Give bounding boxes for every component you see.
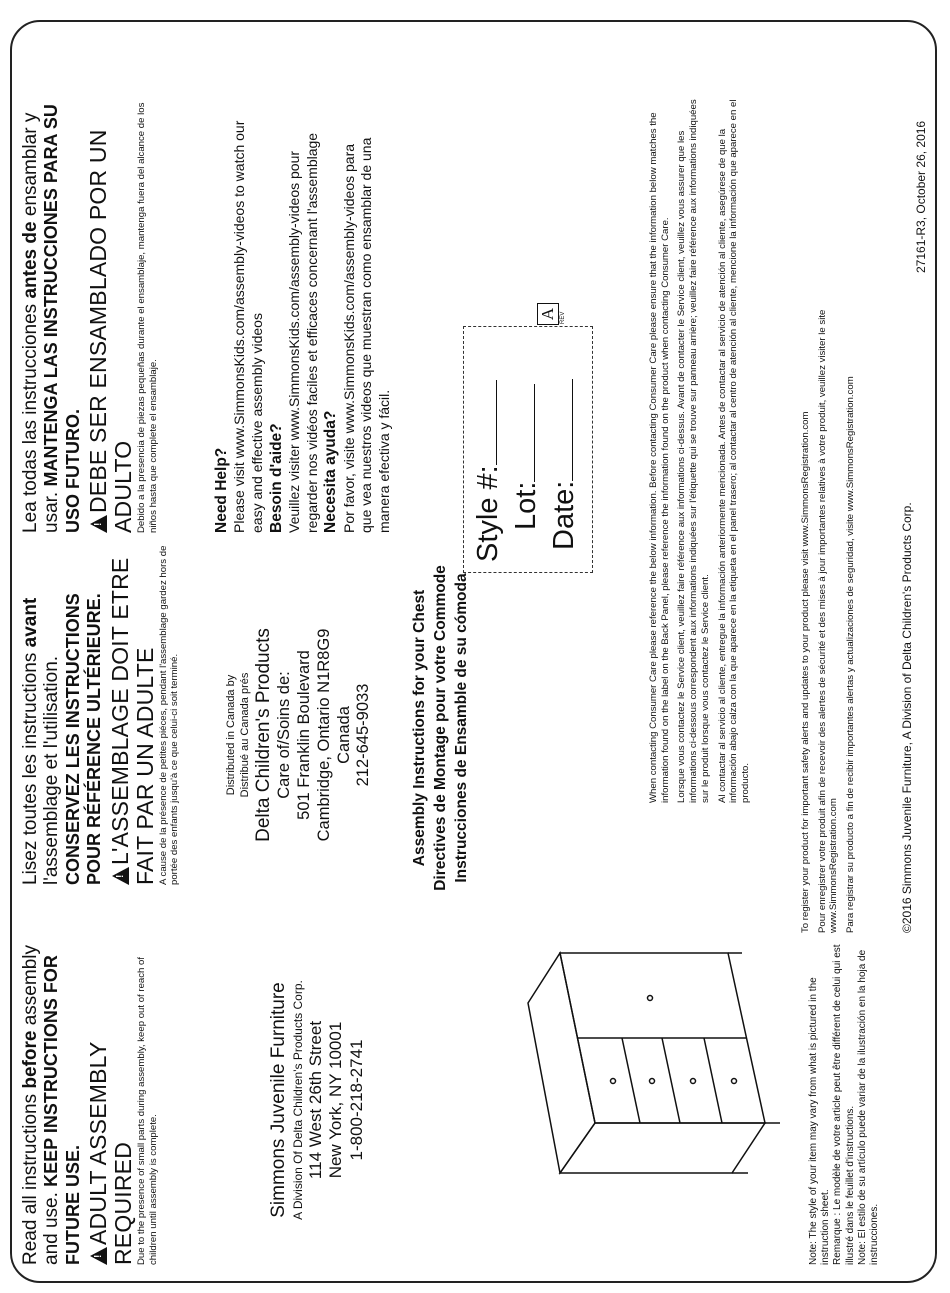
- revision-letter: A: [537, 303, 559, 325]
- consumer-care-en: When contacting Consumer Care please reference the below information. Before contacting Consumer Care please ensure that the information below matches the information found on the label on the Back Panel, please reference the information found on the product when contacting Consumer Care.: [648, 112, 671, 803]
- read-post-es: ensamblar y usar.: [20, 112, 63, 533]
- canada-company-name: Delta Children's Products: [252, 628, 274, 842]
- small-parts-warning-fr: A cause de la présence de petites piéces, pendant l'assemblage gardez hors de portée des enfants jusqu'à ce que celui-ci soit terminé.: [157, 545, 181, 885]
- canada-country: Canada: [334, 706, 353, 764]
- note-en: Note: The style of your item may vary from what is pictured in the instruction sheet.: [808, 977, 832, 1265]
- note-es: Note: El estilo de su artículo puede variar de la ilustración en la hoja de instrucciones.: [856, 949, 880, 1265]
- read-instructions-fr: [20, 545, 106, 885]
- consumer-care-es: Al contactar al servicio al cliente, entregue la información anteriormente mencionada. Antes de contactar al servicio de atención al cliente, asegúrese de que la información abajo calza con la que aparece en la etiqueta en el panel trasero; al contactar al centro de atención al cliente, mencione la información que aparece en el producto.: [716, 99, 751, 803]
- register-es: Para registrar su producto a fin de recibir importantes alertas y actualizaciones de seguridad, visite www.SimmonsRegistration.com: [845, 376, 857, 933]
- warning-icon: [90, 515, 107, 533]
- adult-assembly-text-fr: L'ASSEMBLAGE DOIT ETRE FAIT PAR UN ADULTE: [106, 557, 158, 885]
- necesita-ayuda-text: Por favor, visite www.SimmonsKids.com/assembly-videos para que vea nuestros videos que muestran como ensamblar de una manera efectiva y fácil.: [340, 137, 392, 533]
- read-pre-fr: Lisez toutes les instructions: [20, 647, 41, 885]
- register-fr: Pour enregistrer votre produit afin de recevoir des alertes de sécurité et des mises à jour importantes relatives à votre produit, veuillez visiter le site www.SimmonsRegistration.com: [816, 309, 840, 933]
- adult-assembly-text-en: ADULT ASSEMBLY REQUIRED: [85, 1041, 137, 1265]
- drawer-knob: [650, 1079, 655, 1084]
- need-help-text: Please visit www.SimmonsKids.com/assembly-videos to watch our easy and effective assembly videos: [231, 120, 265, 533]
- style-line: [496, 380, 497, 465]
- style-label: Style #:: [472, 465, 504, 562]
- revision-label: REV: [560, 311, 566, 324]
- door-knob: [648, 996, 653, 1001]
- adult-assembly-es: [86, 93, 136, 533]
- registration-block: [800, 293, 862, 933]
- warning-icon: [112, 867, 129, 885]
- read-bold-en: before: [20, 1030, 41, 1089]
- assembly-title-en: Assembly Instructions for your Chest: [411, 589, 428, 867]
- besoin-aide-title: Besoin d'aide?: [267, 423, 285, 533]
- assembly-title-fr: Directives de Montage pour votre Commode: [431, 565, 449, 891]
- drawer-knob: [611, 1079, 616, 1084]
- read-pre-en: Read all instructions: [20, 1088, 41, 1265]
- warning-icon: [90, 1247, 107, 1265]
- canada-distributor-block: [225, 585, 374, 885]
- canada-city: Cambridge, Ontario N1R8G9: [314, 628, 333, 842]
- help-block: [212, 118, 394, 533]
- keep-instructions-es: MANTENGA LAS INSTRUCCIONES PARA SU USO FUTURO.: [41, 104, 83, 533]
- adult-assembly-fr: [108, 545, 158, 885]
- consumer-care-block: [648, 98, 757, 803]
- read-instructions-en: [20, 935, 84, 1265]
- us-company-block: [268, 935, 367, 1265]
- us-company-name: Simmons Juvenile Furniture: [268, 982, 289, 1218]
- adult-assembly-text-es: DEBE SER ENSAMBLADO POR UN ADULTO: [85, 129, 137, 533]
- french-intro: [20, 545, 181, 885]
- distributed-canada-en: Distributed in Canada by: [225, 674, 237, 796]
- drawer-knob: [732, 1079, 737, 1084]
- copyright: ©2016 Simmons Juvenile Furniture, A Division of Delta Children's Products Corp.: [900, 502, 914, 933]
- date-line: [572, 379, 573, 481]
- product-info-box: [463, 326, 593, 573]
- drawer-knob: [691, 1079, 696, 1084]
- adult-assembly-en: [86, 935, 136, 1265]
- besoin-aide-text: Veuillez visiter www.SimmonsKids.com/assembly-videos pour regarder nos vidéos faciles et efficaces concernant l'assemblage: [286, 132, 320, 533]
- canada-street: 501 Franklin Boulevard: [295, 650, 314, 820]
- small-parts-warning-es: Debido a la presencia de piezas pequeñas durante el ensamblaje, mantenga fuera del alcance de los niños hasta que complete el ensamblaje.: [136, 102, 159, 533]
- lot-label: Lot:: [510, 481, 542, 530]
- keep-instructions-fr: CONSERVEZ LES INSTRUCTIONS POUR RÉFÉRENCE ULTÉRIEURE.: [62, 593, 105, 885]
- read-pre-es: Lea todas las instrucciones: [20, 298, 41, 533]
- english-intro: [20, 935, 159, 1265]
- register-en: To register your product for important safety alerts and updates to your product please visit www.SimmonsRegistration.com: [800, 411, 811, 933]
- read-instructions-es: [20, 93, 84, 533]
- read-bold-fr: avant: [20, 597, 41, 648]
- chest-illustration: [500, 933, 790, 1203]
- small-parts-warning-en: Due to the presence of small parts during assembly, keep out of reach of children until assembly is complete.: [136, 956, 159, 1265]
- necesita-ayuda-title: Necesita ayuda?: [322, 410, 340, 533]
- date-field: [550, 379, 579, 550]
- us-company-division: A Division Of Delta Children's Products Corp.: [290, 980, 305, 1220]
- chest-top: [528, 953, 595, 1173]
- style-field: [474, 380, 503, 562]
- consumer-care-fr: Lorsque vous contactez le Service client, veuillez faire référence aux informations ci-dessus. Avant de contacter le Service client, veuillez vous assurer que les informations ci-dessous correspondent aux informations indiquées sur l'étiquette qui se trouve sur panneau arrière; veuillez faire référence aux informations indiquées sur le produit lorsque vous contactez le Service client.: [676, 99, 711, 803]
- read-post-fr: l'assemblage et l'utilisation.: [41, 655, 63, 885]
- note-fr: Remarque : Le modèle de votre article peut être différent de celui qui est illustré dans le feuillet d'instructions.: [832, 944, 856, 1265]
- lot-line: [534, 384, 535, 482]
- need-help-title: Need Help?: [213, 447, 230, 533]
- chest-side: [560, 1123, 765, 1173]
- canada-care-of: Care of/Soins de:: [275, 671, 294, 799]
- distributed-canada-fr: Distribué au Canada prés: [238, 672, 251, 798]
- item-note: [808, 930, 881, 1265]
- spanish-intro: [20, 93, 159, 533]
- lot-field: [512, 384, 541, 530]
- document-code: 27161-R3, October 26, 2016: [914, 120, 928, 273]
- keep-instructions-en: KEEP INSTRUCTIONS FOR FUTURE USE.: [41, 955, 83, 1265]
- us-company-phone: 1-800-218-2741: [346, 1039, 366, 1161]
- read-post-en: assembly and use.: [20, 945, 63, 1265]
- assembly-title: [410, 553, 473, 903]
- us-company-street: 114 West 26th Street: [305, 1020, 325, 1180]
- us-company-city: New York, NY 10001: [326, 1021, 346, 1179]
- date-label: Date:: [548, 480, 580, 550]
- assembly-title-es: Instrucciones de Ensamble de su cómoda: [452, 573, 470, 883]
- read-bold-es: antes de: [20, 221, 41, 299]
- canada-phone: 212-645-9033: [354, 683, 373, 787]
